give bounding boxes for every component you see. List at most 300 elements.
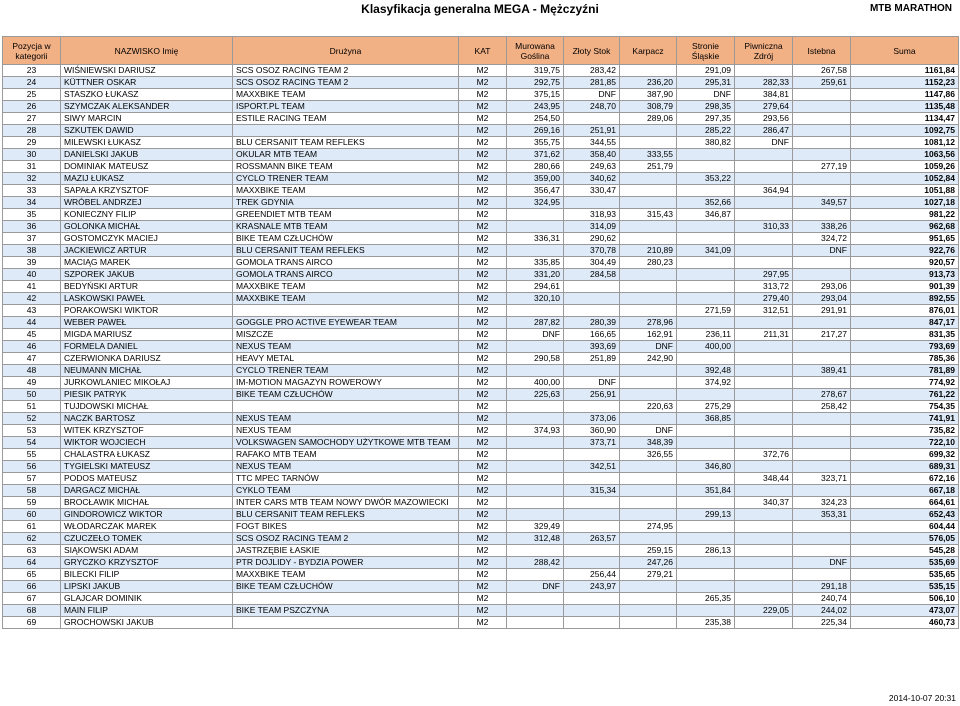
- murowana-goslina-cell: 374,93: [507, 425, 564, 437]
- murowana-goslina-cell: 280,66: [507, 161, 564, 173]
- team-cell: ESTILE RACING TEAM: [233, 113, 459, 125]
- sum-cell: 1027,18: [851, 197, 959, 209]
- zloty-stok-cell: 315,34: [564, 485, 620, 497]
- karpacz-cell: [620, 533, 677, 545]
- murowana-goslina-cell: [507, 401, 564, 413]
- istebna-cell: 323,71: [793, 473, 851, 485]
- istebna-cell: [793, 545, 851, 557]
- piwniczna-zdroj-cell: [735, 257, 793, 269]
- table-row: [3, 521, 959, 533]
- team-cell: OKULAR MTB TEAM: [233, 149, 459, 161]
- team-cell: NEXUS TEAM: [233, 425, 459, 437]
- team-cell: SCS OSOZ RACING TEAM 2: [233, 65, 459, 77]
- table-row: [3, 293, 959, 305]
- piwniczna-zdroj-cell: 340,37: [735, 497, 793, 509]
- istebna-cell: [793, 533, 851, 545]
- stronie-slaskie-cell: 352,66: [677, 197, 735, 209]
- stronie-slaskie-cell: 400,00: [677, 341, 735, 353]
- stronie-slaskie-cell: 374,92: [677, 377, 735, 389]
- zloty-stok-cell: [564, 401, 620, 413]
- team-cell: [233, 125, 459, 137]
- zloty-stok-cell: [564, 113, 620, 125]
- zloty-stok-cell: 373,71: [564, 437, 620, 449]
- table-row: [3, 425, 959, 437]
- karpacz-cell: [620, 473, 677, 485]
- position-cell: 46: [3, 341, 61, 353]
- table-row: [3, 113, 959, 125]
- zloty-stok-cell: 304,49: [564, 257, 620, 269]
- piwniczna-zdroj-cell: [735, 377, 793, 389]
- stronie-slaskie-cell: [677, 473, 735, 485]
- timestamp: 2014-10-07 20:31: [888, 693, 956, 703]
- piwniczna-zdroj-cell: [735, 233, 793, 245]
- murowana-goslina-cell: 329,49: [507, 521, 564, 533]
- istebna-cell: [793, 521, 851, 533]
- team-cell: ISPORT.PL TEAM: [233, 101, 459, 113]
- table-row: [3, 209, 959, 221]
- column-header-stronie-slaskie[interactable]: Stronie Śląskie: [677, 37, 735, 65]
- istebna-cell: [793, 413, 851, 425]
- position-cell: 30: [3, 149, 61, 161]
- stronie-slaskie-cell: [677, 605, 735, 617]
- table-row: [3, 317, 959, 329]
- stronie-slaskie-cell: 275,29: [677, 401, 735, 413]
- piwniczna-zdroj-cell: [735, 317, 793, 329]
- stronie-slaskie-cell: [677, 221, 735, 233]
- piwniczna-zdroj-cell: 310,33: [735, 221, 793, 233]
- position-cell: 50: [3, 389, 61, 401]
- zloty-stok-cell: [564, 545, 620, 557]
- position-cell: 33: [3, 185, 61, 197]
- name-cell: GROCHOWSKI JAKUB: [61, 617, 233, 629]
- team-cell: NEXUS TEAM: [233, 413, 459, 425]
- column-header-karpacz[interactable]: Karpacz: [620, 37, 677, 65]
- position-cell: 29: [3, 137, 61, 149]
- piwniczna-zdroj-cell: [735, 569, 793, 581]
- table-row: [3, 353, 959, 365]
- zloty-stok-cell: 340,62: [564, 173, 620, 185]
- team-cell: GOMOLA TRANS AIRCO: [233, 269, 459, 281]
- sum-cell: 1134,47: [851, 113, 959, 125]
- sum-cell: 962,68: [851, 221, 959, 233]
- name-cell: CHALASTRA ŁUKASZ: [61, 449, 233, 461]
- column-header-zloty-stok[interactable]: Złoty Stok: [564, 37, 620, 65]
- name-cell: WITEK KRZYSZTOF: [61, 425, 233, 437]
- category-cell: M2: [459, 197, 507, 209]
- stronie-slaskie-cell: [677, 449, 735, 461]
- stronie-slaskie-cell: 235,38: [677, 617, 735, 629]
- murowana-goslina-cell: [507, 305, 564, 317]
- stronie-slaskie-cell: 351,84: [677, 485, 735, 497]
- table-row: [3, 233, 959, 245]
- sum-cell: 951,65: [851, 233, 959, 245]
- zloty-stok-cell: 249,63: [564, 161, 620, 173]
- murowana-goslina-cell: 400,00: [507, 377, 564, 389]
- table-row: [3, 197, 959, 209]
- murowana-goslina-cell: 292,75: [507, 77, 564, 89]
- column-header-position[interactable]: Pozycja w kategorii: [3, 37, 61, 65]
- position-cell: 26: [3, 101, 61, 113]
- name-cell: BILECKI FILIP: [61, 569, 233, 581]
- karpacz-cell: [620, 389, 677, 401]
- istebna-cell: 389,41: [793, 365, 851, 377]
- team-cell: KRASNALE MTB TEAM: [233, 221, 459, 233]
- table-row: [3, 173, 959, 185]
- name-cell: GRYCZKO KRZYSZTOF: [61, 557, 233, 569]
- category-cell: M2: [459, 65, 507, 77]
- piwniczna-zdroj-cell: [735, 593, 793, 605]
- name-cell: GLAJCAR DOMINIK: [61, 593, 233, 605]
- istebna-cell: 353,31: [793, 509, 851, 521]
- piwniczna-zdroj-cell: [735, 545, 793, 557]
- murowana-goslina-cell: [507, 485, 564, 497]
- team-cell: TTC MPEC TARNÓW: [233, 473, 459, 485]
- position-cell: 57: [3, 473, 61, 485]
- team-cell: GREENDIET MTB TEAM: [233, 209, 459, 221]
- piwniczna-zdroj-cell: [735, 557, 793, 569]
- sum-cell: 1135,48: [851, 101, 959, 113]
- position-cell: 64: [3, 557, 61, 569]
- karpacz-cell: 348,39: [620, 437, 677, 449]
- column-header-murowana-goslina[interactable]: Murowana Goślina: [507, 37, 564, 65]
- sum-cell: 689,31: [851, 461, 959, 473]
- column-header-category[interactable]: KAT: [459, 37, 507, 65]
- istebna-cell: DNF: [793, 557, 851, 569]
- stronie-slaskie-cell: [677, 533, 735, 545]
- category-cell: M2: [459, 89, 507, 101]
- stronie-slaskie-cell: [677, 521, 735, 533]
- table-row: [3, 77, 959, 89]
- stronie-slaskie-cell: [677, 293, 735, 305]
- position-cell: 27: [3, 113, 61, 125]
- karpacz-cell: 220,63: [620, 401, 677, 413]
- category-cell: M2: [459, 521, 507, 533]
- karpacz-cell: 279,21: [620, 569, 677, 581]
- team-cell: CYCLO TRENER TEAM: [233, 365, 459, 377]
- team-cell: CYCLO TRENER TEAM: [233, 173, 459, 185]
- sum-cell: 761,22: [851, 389, 959, 401]
- category-cell: M2: [459, 245, 507, 257]
- karpacz-cell: 278,96: [620, 317, 677, 329]
- table-row: [3, 413, 959, 425]
- table-row: [3, 389, 959, 401]
- murowana-goslina-cell: [507, 569, 564, 581]
- sum-cell: 793,69: [851, 341, 959, 353]
- karpacz-cell: [620, 485, 677, 497]
- category-cell: M2: [459, 545, 507, 557]
- sum-cell: 473,07: [851, 605, 959, 617]
- name-cell: DANIELSKI JAKUB: [61, 149, 233, 161]
- karpacz-cell: [620, 617, 677, 629]
- category-cell: M2: [459, 509, 507, 521]
- karpacz-cell: [620, 173, 677, 185]
- name-cell: MACIĄG MAREK: [61, 257, 233, 269]
- table-row: [3, 509, 959, 521]
- zloty-stok-cell: 358,40: [564, 149, 620, 161]
- category-cell: M2: [459, 497, 507, 509]
- category-cell: M2: [459, 605, 507, 617]
- position-cell: 38: [3, 245, 61, 257]
- istebna-cell: [793, 461, 851, 473]
- table-row: [3, 149, 959, 161]
- position-cell: 59: [3, 497, 61, 509]
- position-cell: 52: [3, 413, 61, 425]
- name-cell: DARGACZ MICHAŁ: [61, 485, 233, 497]
- stronie-slaskie-cell: [677, 425, 735, 437]
- karpacz-cell: [620, 281, 677, 293]
- karpacz-cell: DNF: [620, 425, 677, 437]
- murowana-goslina-cell: [507, 413, 564, 425]
- sum-cell: 1052,84: [851, 173, 959, 185]
- position-cell: 32: [3, 173, 61, 185]
- piwniczna-zdroj-cell: [735, 533, 793, 545]
- murowana-goslina-cell: 355,75: [507, 137, 564, 149]
- zloty-stok-cell: [564, 497, 620, 509]
- page-title: Klasyfikacja generalna MEGA - Mężczyźni: [361, 2, 599, 16]
- murowana-goslina-cell: 287,82: [507, 317, 564, 329]
- sum-cell: 741,91: [851, 413, 959, 425]
- position-cell: 42: [3, 293, 61, 305]
- category-cell: M2: [459, 317, 507, 329]
- murowana-goslina-cell: [507, 245, 564, 257]
- sum-cell: 1063,56: [851, 149, 959, 161]
- category-cell: M2: [459, 449, 507, 461]
- murowana-goslina-cell: [507, 221, 564, 233]
- column-header-istebna[interactable]: Istebna: [793, 37, 851, 65]
- team-cell: [233, 617, 459, 629]
- team-cell: BLU CERSANIT TEAM REFLEKS: [233, 509, 459, 521]
- team-cell: RAFAKO MTB TEAM: [233, 449, 459, 461]
- position-cell: 31: [3, 161, 61, 173]
- category-cell: M2: [459, 413, 507, 425]
- table-row: [3, 557, 959, 569]
- zloty-stok-cell: [564, 293, 620, 305]
- team-cell: MISZCZE: [233, 329, 459, 341]
- piwniczna-zdroj-cell: [735, 173, 793, 185]
- zloty-stok-cell: 370,78: [564, 245, 620, 257]
- table-row: [3, 437, 959, 449]
- table-row: [3, 449, 959, 461]
- murowana-goslina-cell: 288,42: [507, 557, 564, 569]
- piwniczna-zdroj-cell: [735, 437, 793, 449]
- karpacz-cell: [620, 365, 677, 377]
- murowana-goslina-cell: [507, 593, 564, 605]
- piwniczna-zdroj-cell: [735, 353, 793, 365]
- team-cell: MAXXBIKE TEAM: [233, 569, 459, 581]
- karpacz-cell: 247,26: [620, 557, 677, 569]
- table-row: [3, 185, 959, 197]
- stronie-slaskie-cell: 295,31: [677, 77, 735, 89]
- zloty-stok-cell: [564, 197, 620, 209]
- table-row: [3, 473, 959, 485]
- zloty-stok-cell: 281,85: [564, 77, 620, 89]
- karpacz-cell: [620, 197, 677, 209]
- name-cell: LASKOWSKI PAWEŁ: [61, 293, 233, 305]
- position-cell: 37: [3, 233, 61, 245]
- murowana-goslina-cell: 269,16: [507, 125, 564, 137]
- sum-cell: 785,36: [851, 353, 959, 365]
- zloty-stok-cell: 314,09: [564, 221, 620, 233]
- position-cell: 40: [3, 269, 61, 281]
- murowana-goslina-cell: DNF: [507, 329, 564, 341]
- piwniczna-zdroj-cell: 384,81: [735, 89, 793, 101]
- name-cell: PODOS MATEUSZ: [61, 473, 233, 485]
- sum-cell: 892,55: [851, 293, 959, 305]
- name-cell: CZERWIONKA DARIUSZ: [61, 353, 233, 365]
- team-cell: BIKE TEAM CZŁUCHÓW: [233, 581, 459, 593]
- table-row: [3, 125, 959, 137]
- karpacz-cell: [620, 413, 677, 425]
- position-cell: 63: [3, 545, 61, 557]
- results-table-wrapper: [2, 36, 958, 629]
- sum-cell: 722,10: [851, 437, 959, 449]
- murowana-goslina-cell: [507, 461, 564, 473]
- name-cell: TYGIELSKI MATEUSZ: [61, 461, 233, 473]
- table-row: [3, 605, 959, 617]
- team-cell: NEXUS TEAM: [233, 461, 459, 473]
- category-cell: M2: [459, 401, 507, 413]
- istebna-cell: [793, 353, 851, 365]
- team-cell: MAXXBIKE TEAM: [233, 89, 459, 101]
- istebna-cell: [793, 485, 851, 497]
- piwniczna-zdroj-cell: 279,40: [735, 293, 793, 305]
- team-cell: [233, 593, 459, 605]
- murowana-goslina-cell: 294,61: [507, 281, 564, 293]
- team-cell: BIKE TEAM CZŁUCHÓW: [233, 389, 459, 401]
- sum-cell: 506,10: [851, 593, 959, 605]
- zloty-stok-cell: [564, 305, 620, 317]
- karpacz-cell: 274,95: [620, 521, 677, 533]
- stronie-slaskie-cell: [677, 281, 735, 293]
- istebna-cell: [793, 377, 851, 389]
- istebna-cell: [793, 317, 851, 329]
- category-cell: M2: [459, 185, 507, 197]
- category-cell: M2: [459, 209, 507, 221]
- stronie-slaskie-cell: 298,35: [677, 101, 735, 113]
- column-header-piwniczna-zdroj[interactable]: Piwniczna Zdrój: [735, 37, 793, 65]
- karpacz-cell: [620, 269, 677, 281]
- piwniczna-zdroj-cell: 372,76: [735, 449, 793, 461]
- column-header-sum[interactable]: Suma: [851, 37, 959, 65]
- category-cell: M2: [459, 389, 507, 401]
- istebna-cell: 293,06: [793, 281, 851, 293]
- stronie-slaskie-cell: 299,13: [677, 509, 735, 521]
- position-cell: 43: [3, 305, 61, 317]
- stronie-slaskie-cell: 265,35: [677, 593, 735, 605]
- position-cell: 34: [3, 197, 61, 209]
- table-row: [3, 377, 959, 389]
- name-cell: SAPAŁA KRZYSZTOF: [61, 185, 233, 197]
- stronie-slaskie-cell: [677, 233, 735, 245]
- results-body: [3, 65, 959, 629]
- istebna-cell: [793, 149, 851, 161]
- team-cell: INTER CARS MTB TEAM NOWY DWÓR MAZOWIECKI: [233, 497, 459, 509]
- position-cell: 54: [3, 437, 61, 449]
- name-cell: MILEWSKI ŁUKASZ: [61, 137, 233, 149]
- column-header-team[interactable]: Drużyna: [233, 37, 459, 65]
- position-cell: 28: [3, 125, 61, 137]
- name-cell: JURKOWLANIEC MIKOŁAJ: [61, 377, 233, 389]
- stronie-slaskie-cell: [677, 581, 735, 593]
- sum-cell: 1081,12: [851, 137, 959, 149]
- karpacz-cell: [620, 137, 677, 149]
- stronie-slaskie-cell: [677, 569, 735, 581]
- category-cell: M2: [459, 485, 507, 497]
- team-cell: VOLKSWAGEN SAMOCHODY UŻYTKOWE MTB TEAM: [233, 437, 459, 449]
- zloty-stok-cell: [564, 605, 620, 617]
- name-cell: BROCŁAWIK MICHAŁ: [61, 497, 233, 509]
- zloty-stok-cell: 393,69: [564, 341, 620, 353]
- team-cell: BIKE TEAM PSZCZYNA: [233, 605, 459, 617]
- position-cell: 56: [3, 461, 61, 473]
- table-row: [3, 461, 959, 473]
- zloty-stok-cell: 251,91: [564, 125, 620, 137]
- istebna-cell: [793, 257, 851, 269]
- istebna-cell: [793, 125, 851, 137]
- name-cell: KONIECZNY FILIP: [61, 209, 233, 221]
- position-cell: 61: [3, 521, 61, 533]
- sum-cell: 652,43: [851, 509, 959, 521]
- karpacz-cell: [620, 377, 677, 389]
- name-cell: MAZIJ ŁUKASZ: [61, 173, 233, 185]
- table-row: [3, 341, 959, 353]
- istebna-cell: 338,26: [793, 221, 851, 233]
- name-cell: SIWY MARCIN: [61, 113, 233, 125]
- table-row: [3, 365, 959, 377]
- sum-cell: 576,05: [851, 533, 959, 545]
- murowana-goslina-cell: [507, 509, 564, 521]
- sum-cell: 699,32: [851, 449, 959, 461]
- position-cell: 58: [3, 485, 61, 497]
- position-cell: 67: [3, 593, 61, 605]
- piwniczna-zdroj-cell: [735, 197, 793, 209]
- table-row: [3, 101, 959, 113]
- column-header-name[interactable]: NAZWISKO Imię: [61, 37, 233, 65]
- position-cell: 23: [3, 65, 61, 77]
- position-cell: 49: [3, 377, 61, 389]
- karpacz-cell: [620, 185, 677, 197]
- zloty-stok-cell: [564, 365, 620, 377]
- piwniczna-zdroj-cell: [735, 161, 793, 173]
- karpacz-cell: [620, 305, 677, 317]
- karpacz-cell: 308,79: [620, 101, 677, 113]
- name-cell: JACKIEWICZ ARTUR: [61, 245, 233, 257]
- table-row: [3, 569, 959, 581]
- position-cell: 69: [3, 617, 61, 629]
- name-cell: PIESIK PATRYK: [61, 389, 233, 401]
- stronie-slaskie-cell: 368,85: [677, 413, 735, 425]
- stronie-slaskie-cell: [677, 185, 735, 197]
- murowana-goslina-cell: [507, 605, 564, 617]
- team-cell: GOGGLE PRO ACTIVE EYEWEAR TEAM: [233, 317, 459, 329]
- istebna-cell: 244,02: [793, 605, 851, 617]
- category-cell: M2: [459, 269, 507, 281]
- piwniczna-zdroj-cell: [735, 485, 793, 497]
- team-cell: NEXUS TEAM: [233, 341, 459, 353]
- team-cell: BIKE TEAM CZŁUCHÓW: [233, 233, 459, 245]
- karpacz-cell: [620, 293, 677, 305]
- name-cell: NACZK BARTOSZ: [61, 413, 233, 425]
- murowana-goslina-cell: [507, 365, 564, 377]
- name-cell: LIPSKI JAKUB: [61, 581, 233, 593]
- karpacz-cell: 210,89: [620, 245, 677, 257]
- table-row: [3, 497, 959, 509]
- stronie-slaskie-cell: [677, 557, 735, 569]
- piwniczna-zdroj-cell: 211,31: [735, 329, 793, 341]
- murowana-goslina-cell: 243,95: [507, 101, 564, 113]
- istebna-cell: [793, 113, 851, 125]
- zloty-stok-cell: [564, 557, 620, 569]
